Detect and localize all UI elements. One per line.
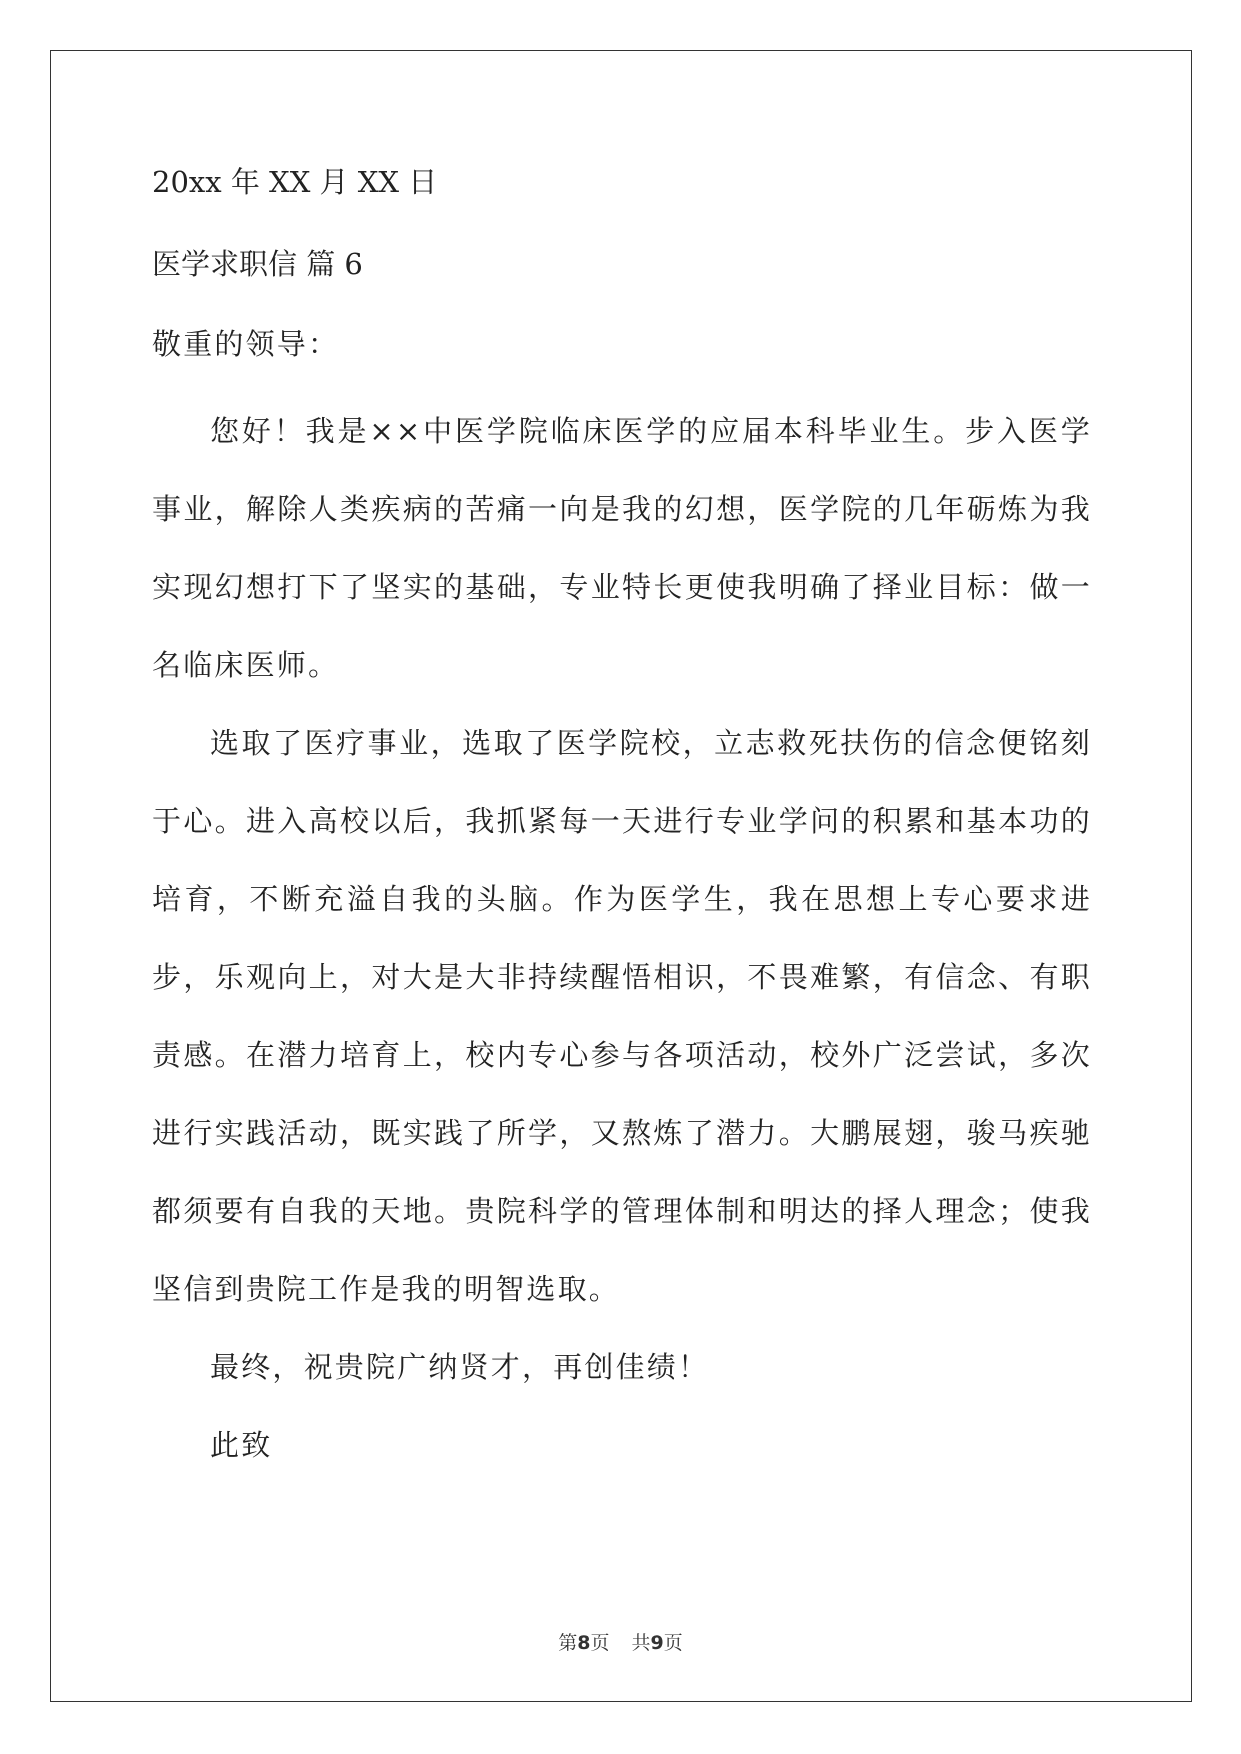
letter-paragraphs xyxy=(152,392,1092,1484)
total-prefix: 共 xyxy=(631,1632,651,1654)
paragraph-intro: 您好！我是××中医学院临床医学的应届本科毕业生。步入医学事业，解除人类疾病的苦痛一向是我的幻想，医学院的几年砺炼为我实现幻想打下了坚实的基础，专业特长更使我明确了择业目标：做一名临床医师。 xyxy=(152,414,1092,682)
letter-title: 医学求职信 篇 6 xyxy=(152,247,363,281)
closing-wish: 最终，祝贵院广纳贤才，再创佳绩！ xyxy=(210,1350,710,1384)
letter-date: 20xx 年 XX 月 XX 日 xyxy=(152,165,438,199)
closing-salute: 此致 xyxy=(210,1428,273,1462)
page-prefix: 第 xyxy=(558,1632,578,1654)
total-page-number: 9 xyxy=(650,1632,664,1654)
total-suffix: 页 xyxy=(663,1632,683,1654)
page-footer xyxy=(0,1628,1241,1655)
current-page-number: 8 xyxy=(577,1632,591,1654)
page-suffix: 页 xyxy=(590,1632,610,1654)
paragraph-experience: 选取了医疗事业，选取了医学院校，立志救死扶伤的信念便铭刻于心。进入高校以后，我抓紧每一天进行专业学问的积累和基本功的培育，不断充溢自我的头脑。作为医学生，我在思想上专心要求进步，乐观向上，对大是大非持续醒悟相识，不畏难繁，有信念、有职责感。在潜力培育上，校内专心参与各项活动，校外广泛尝试，多次进行实践活动，既实践了所学，又熬炼了潜力。大鹏展翅，骏马疾驰都须要有自我的天地。贵院科学的管理体制和明达的择人理念；使我坚信到贵院工作是我的明智选取。 xyxy=(152,726,1092,1306)
letter-salutation: 敬重的领导： xyxy=(152,327,340,361)
